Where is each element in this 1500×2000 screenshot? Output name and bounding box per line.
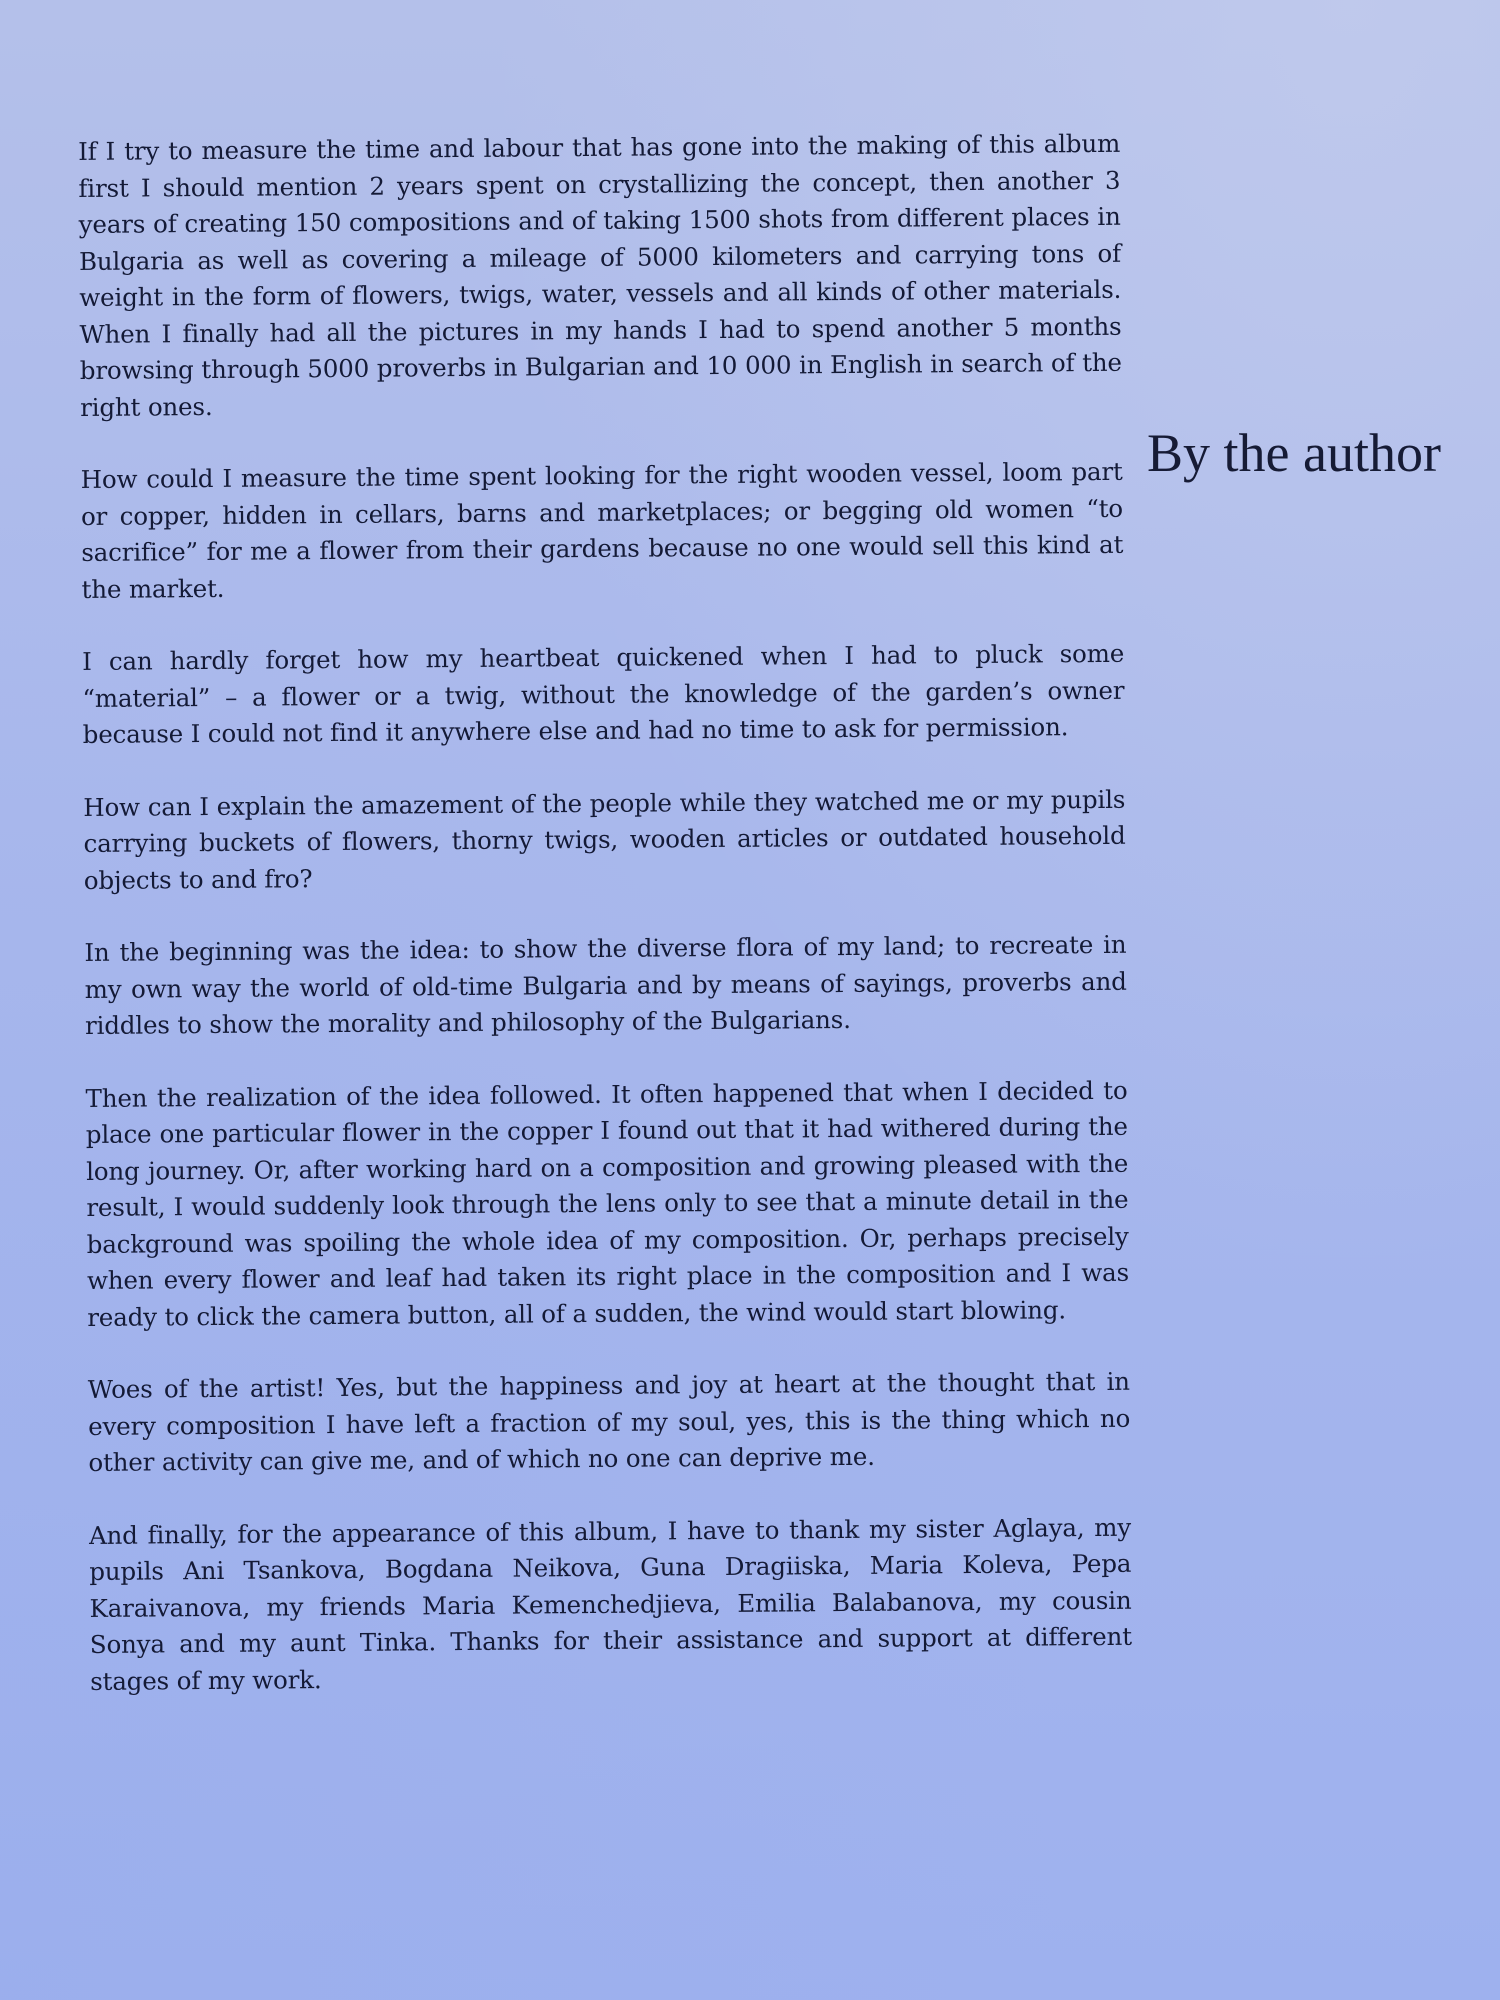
paragraph-heartbeat: I can hardly forget how my heartbeat quickened when I had to pluck some “material” – a flower or a twig, without the knowledge of the garden’s owner because I could not find it anywhere else and had no time to ask for permission. [82,638,1125,749]
section-title: By the author [1147,423,1441,483]
paragraph-realization: Then the realization of the idea followed. It often happened that when I decided to place one particular flower in the copper I found out that it had withered during the long journey. Or, after working hard on a composition and growing pleased with the result, I would suddenly look through the lens only to see that a minute detail in the background was spoiling the whole idea of my composition. Or, perhaps precisely when every flower and leaf had taken its right place in the composition and I was ready to click the camera button, all of a sudden, the wind would start blowing. [85,1075,1130,1332]
paragraph-searching-materials: How could I measure the time spent looking for the right wooden vessel, loom part or copper, hidden in cellars, barns and marketplaces; or begging old women “to sacrifice” for me a flower from their gardens because no one would sell this kind at the market. [80,456,1124,604]
paragraph-idea: In the beginning was the idea: to show the diverse flora of my land; to recreate in my own way the world of old-time Bulgaria and by means of sayings, proverbs and riddles to show the morality and philosophy of the Bulgarians. [84,929,1127,1040]
paragraph-amazement: How can I explain the amazement of the people while they watched me or my pupils carrying buckets of flowers, thorny twigs, wooden articles or outdated household objects to and fro? [83,784,1126,895]
body-text [78,126,1133,1736]
paragraph-woes: Woes of the artist! Yes, but the happiness and joy at heart at the thought that in every composition I have left a fraction of my soul, yes, this is the thing which no other activity can give me, and of which no one can deprive me. [87,1366,1131,1477]
paragraph-thanks: And finally, for the appearance of this album, I have to thank my sister Aglaya, my pupils Ani Tsankova, Bogdana Neikova, Guna Dragiiska, Maria Koleva, Pepa Karaivanova, my friends Maria Kemenchedjieva, Emilia Balabanova, my cousin Sonya and my aunt Tinka. Thanks for their assistance and support at different stages of my work. [88,1512,1132,1696]
paragraph-intro: If I try to measure the time and labour that has gone into the making of this album first I should mention 2 years spent on crystallizing the concept, then another 3 years of creating 150 compositions and of taking 1500 shots from different places in Bulgaria as well as covering a mileage of 5000 kilometers and carrying tons of weight in the form of flowers, twigs, water, vessels and all kinds of other materials. When I finally had all the pictures in my hands I had to spend another 5 months browsing through 5000 proverbs in Bulgarian and 10 000 in English in search of the right ones. [78,128,1122,422]
